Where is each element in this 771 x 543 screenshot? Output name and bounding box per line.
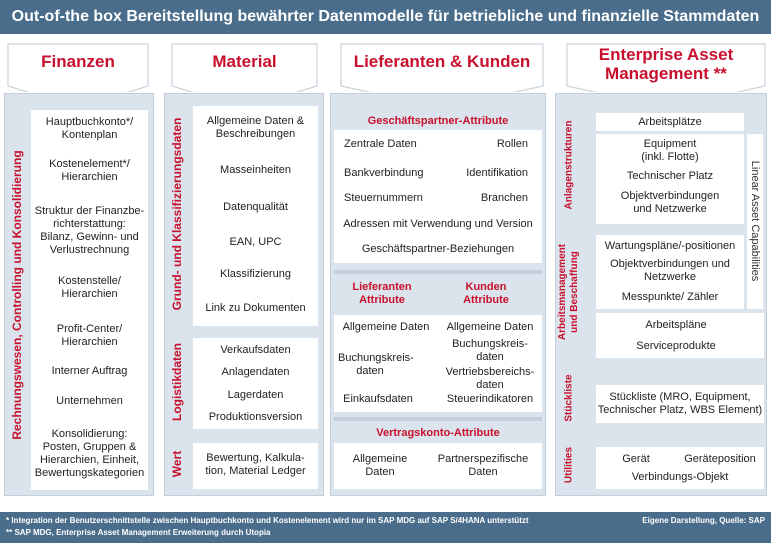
eam-item: Arbeitspläne [645, 319, 707, 331]
material-section-label: Wert [170, 450, 184, 478]
lieferanten-item: Buchungskreis- daten [338, 352, 414, 377]
footnote-1: * Integration der Benutzerschnittstelle zwischen Hauptbuchkonto und Kostenelement wird nur im SAP MDG auf SAP S/4HANA unterstützt [6, 516, 529, 525]
material-item: Datenqualität [223, 201, 288, 213]
header-material: Material [212, 51, 277, 71]
eam-section-label: Arbeitsmanagement und Beschaffung [557, 243, 580, 341]
finanzen-item: Struktur der Finanzbe- richterstattung: Bilanz, Gewinn- und Verlustrechnung [34, 205, 145, 256]
eam-item: Arbeitsplätze [638, 116, 702, 128]
header-eam: Enterprise Asset Management ** [598, 45, 734, 83]
gp-item: Branchen [480, 192, 528, 204]
material-item: Produktionsversion [208, 411, 303, 423]
finanzen-item: Interner Auftrag [51, 365, 128, 377]
gp-item: Geschäftspartner-Beziehungen [361, 243, 515, 255]
kunden-attr-title: Kunden Attribute [463, 281, 509, 306]
material-item: Verkaufsdaten [220, 344, 291, 356]
material-item: Lagerdaten [227, 389, 284, 401]
page-title: Out-of-the box Bereitstellung bewährter Datenmodelle für betriebliche und finanzielle Stammdaten [0, 0, 771, 34]
eam-item: Verbindungs-Objekt [631, 471, 729, 483]
eam-item: Geräteposition [684, 453, 756, 465]
eam-item: Gerät [622, 453, 650, 465]
gp-item: Steuernummern [344, 192, 423, 204]
eam-item: Messpunkte/ Zähler [621, 291, 719, 303]
eam-section-label: Utilities [563, 446, 575, 484]
gp-item: Zentrale Daten [344, 138, 417, 150]
eam-item: Wartungspläne/-positionen [604, 240, 736, 252]
eam-section-label: Anlagenstrukturen [563, 120, 575, 210]
gp-title: Geschäftspartner-Attribute [367, 115, 509, 127]
finanzen-item: Konsolidierung: Posten, Gruppen & Hierarchien, Einheit, Bewertungskategorien [34, 428, 145, 479]
lieferanten-item: Allgemeine Daten [342, 321, 430, 333]
header-finanzen: Finanzen [41, 51, 115, 71]
finanzen-item: Kostenstelle/ Hierarchien [58, 275, 121, 300]
material-item: Bewertung, Kalkula- tion, Material Ledger [205, 452, 306, 477]
lieferanten-item: Einkaufsdaten [343, 393, 413, 405]
material-item: Klassifizierung [220, 268, 291, 280]
finanzen-item: Kostenelement*/ Hierarchien [49, 158, 130, 183]
lieferanten-attr-title: Lieferanten Attribute [352, 281, 412, 306]
material-section-label: Grund- und Klassifizierungsdaten [170, 117, 184, 311]
eam-item: Technischer Platz [626, 170, 714, 182]
eam-section-label: Stückliste [563, 374, 575, 422]
gp-item: Adressen mit Verwendung und Version [343, 218, 533, 230]
footer [0, 512, 771, 543]
eam-item: Objektverbindungen und Netzwerke [620, 190, 720, 215]
eam-item: Stückliste (MRO, Equipment, Technischer Platz, WBS Element) [597, 391, 763, 416]
material-item: Link zu Dokumenten [205, 302, 306, 314]
finanzen-item: Hauptbuchkonto*/ Kontenplan [45, 116, 134, 141]
finanzen-item: Unternehmen [56, 395, 123, 407]
linear-asset-label: Linear Asset Capabilities [749, 160, 761, 282]
eam-item: Serviceprodukte [636, 340, 716, 352]
kunden-item: Buchungskreis- daten [452, 338, 528, 363]
footnote-2: ** SAP MDG, Enterprise Asset Management Erweiterung durch Utopia [6, 528, 271, 537]
gp-item: Bankverbindung [344, 167, 424, 179]
header-lieferanten: Lieferanten & Kunden [353, 51, 531, 71]
material-item: Allgemeine Daten & Beschreibungen [206, 115, 305, 140]
divider [334, 270, 542, 274]
gp-item: Rollen [496, 138, 528, 150]
material-item: EAN, UPC [229, 236, 282, 248]
vertragskonto-item: Partnerspezifische Daten [437, 453, 529, 478]
material-section-label: Logistikdaten [170, 342, 184, 422]
kunden-item: Allgemeine Daten [446, 321, 534, 333]
source-note: Eigene Darstellung, Quelle: SAP [642, 516, 765, 525]
gp-item: Identifikation [466, 167, 528, 179]
eam-item: Objektverbindungen und Netzwerke [610, 258, 730, 283]
material-item: Anlagendaten [221, 366, 290, 378]
finanzen-item: Profit-Center/ Hierarchien [56, 323, 123, 348]
finanzen-side-label: Rechnungswesen, Controlling und Konsolidierung [10, 150, 24, 440]
vertragskonto-item: Allgemeine Daten [352, 453, 408, 478]
kunden-item: Steuerindikatoren [446, 393, 534, 405]
divider [334, 417, 542, 421]
material-item: Masseinheiten [220, 164, 291, 176]
kunden-item: Vertriebsbereichs- daten [445, 366, 535, 391]
eam-item: Equipment (inkl. Flotte) [641, 138, 699, 163]
vertragskonto-title: Vertragskonto-Attribute [376, 427, 500, 439]
